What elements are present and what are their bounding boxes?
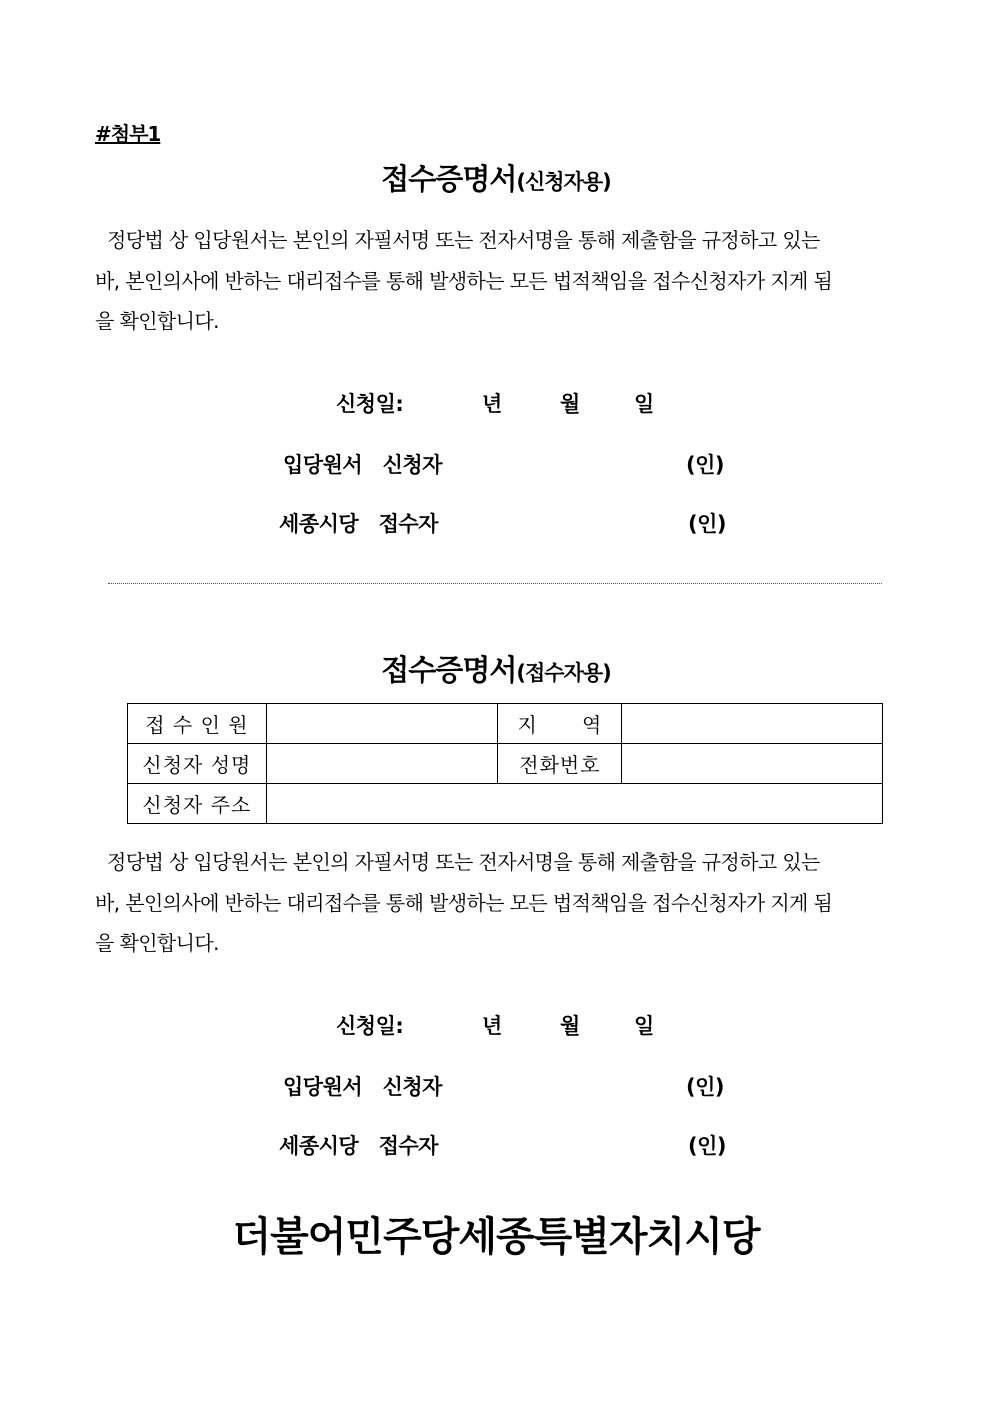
phone-cell[interactable] <box>622 744 883 784</box>
receiver-count-header: 접 수 인 원 <box>128 704 267 744</box>
attachment-label: #첨부1 <box>95 122 161 146</box>
section1-title-sub: (신청자용) <box>516 170 611 194</box>
section1-receiver-seal: (인) <box>688 512 726 536</box>
section2-paragraph-line: 을 확인합니다. <box>95 931 219 955</box>
organization-name: 더불어민주당세종특별자치시당 <box>232 1214 760 1260</box>
applicant-address-header: 신청자 주소 <box>128 784 267 824</box>
table-row <box>128 784 883 824</box>
section1-day: 일 <box>634 392 654 416</box>
section1-title <box>0 157 992 198</box>
applicant-name-header: 신청자 성명 <box>128 744 267 784</box>
section2-paragraph-line: 정당법 상 입당원서는 본인의 자필서명 또는 전자서명을 통해 제출함을 규정하고 있는 <box>107 850 820 874</box>
section1-paragraph-line: 을 확인합니다. <box>95 309 219 333</box>
applicant-name-cell[interactable] <box>266 744 498 784</box>
section2-applicant-label: 입당원서 신청자 <box>283 1075 442 1099</box>
receipt-info-table <box>127 703 883 824</box>
receiver-count-cell[interactable] <box>266 704 498 744</box>
section2-title-main: 접수증명서 <box>381 653 517 687</box>
region-cell[interactable] <box>622 704 883 744</box>
cut-line-divider <box>108 583 882 584</box>
region-header: 지 역 <box>498 704 622 744</box>
section2-title <box>0 648 992 689</box>
section1-year: 년 <box>482 392 502 416</box>
section1-paragraph-line: 정당법 상 입당원서는 본인의 자필서명 또는 전자서명을 통해 제출함을 규정하고 있는 <box>107 228 820 252</box>
section2-paragraph <box>95 842 897 964</box>
applicant-address-cell[interactable] <box>266 784 882 824</box>
section1-title-main: 접수증명서 <box>381 162 517 196</box>
section1-applicant-seal: (인) <box>686 453 724 477</box>
section1-paragraph <box>95 220 897 342</box>
section2-month: 월 <box>560 1014 580 1038</box>
section2-year: 년 <box>482 1014 502 1038</box>
section2-paragraph-line: 바, 본인의사에 반하는 대리접수를 통해 발생하는 모든 법적책임을 접수신청자가 지게 됨 <box>95 890 833 915</box>
section2-date-label: 신청일: <box>336 1014 404 1038</box>
section1-date-label: 신청일: <box>336 392 404 416</box>
section1-month: 월 <box>560 392 580 416</box>
section2-day: 일 <box>634 1014 654 1038</box>
section1-paragraph-line: 바, 본인의사에 반하는 대리접수를 통해 발생하는 모든 법적책임을 접수신청자가 지게 됨 <box>95 268 833 293</box>
section1-applicant-label: 입당원서 신청자 <box>283 453 442 477</box>
table-row <box>128 744 883 784</box>
table-row <box>128 704 883 744</box>
section2-applicant-seal: (인) <box>686 1075 724 1099</box>
section2-receiver-seal: (인) <box>688 1134 726 1158</box>
section1-receiver-label: 세종시당 접수자 <box>279 512 438 536</box>
section2-title-sub: (접수자용) <box>516 661 611 685</box>
phone-header: 전화번호 <box>498 744 622 784</box>
section2-receiver-label: 세종시당 접수자 <box>279 1134 438 1158</box>
